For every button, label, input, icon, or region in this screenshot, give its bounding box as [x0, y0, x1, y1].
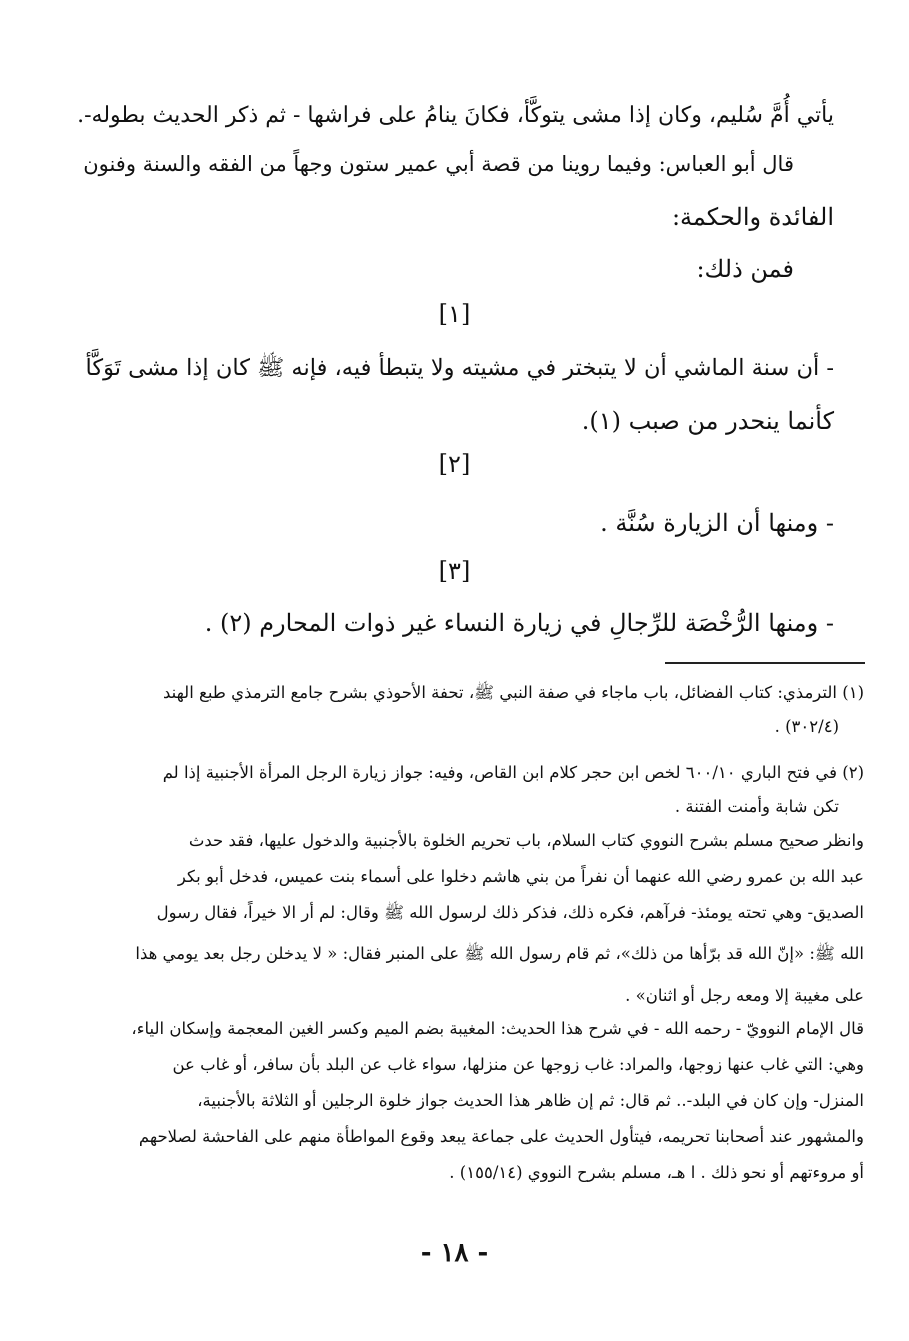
footnote-line: (١) الترمذي: كتاب الفضائل، باب ماجاء في صفة النبي ﷺ، تحفة الأحوذي بشرح جامع الترمذي طبع الهند — [162, 683, 864, 702]
footnote-line: وانظر صحيح مسلم بشرح النووي كتاب السلام، باب تحريم الخلوة بالأجنبية والدخول عليها، فقد حدث — [188, 831, 864, 850]
text-line: الفائدة والحكمة: — [671, 203, 834, 231]
footnote-line: على مغيبة إلا ومعه رجل أو اثنان» . — [625, 986, 864, 1005]
section-number: [٣] — [438, 557, 471, 585]
text-line: - ومنها الرُّخْصَة للرِّجالِ في زيارة النساء غير ذوات المحارم (٢) . — [204, 609, 834, 637]
text-line: فمن ذلك: — [696, 255, 794, 283]
text-line: - ومنها أن الزيارة سُنَّة . — [600, 509, 834, 537]
footnote-separator — [665, 662, 865, 664]
footnote-line: قال الإمام النوويّ - رحمه الله - في شرح هذا الحديث: المغيبة بضم الميم وكسر الغين المعجمة وإسكان الياء، — [131, 1019, 864, 1038]
footnote-line: الصديق- وهي تحته يومئذ- فرآهم، فكره ذلك، فذكر ذلك لرسول الله ﷺ وقال: لم أر الا خيراً، فقال رسول — [156, 903, 864, 922]
section-number: [١] — [438, 300, 471, 328]
text-line: قال أبو العباس: وفيما روينا من قصة أبي عمير ستون وجهاً من الفقه والسنة وفنون — [83, 152, 794, 176]
footnote-line: (٣٠٢/٤) . — [774, 717, 839, 736]
page-number: - ١٨ - — [420, 1238, 489, 1268]
text-line: كأنما ينحدر من صبب (١). — [581, 407, 834, 435]
text-line: يأتي أُمَّ سُليم، وكان إذا مشى يتوكَّأ، فكانَ ينامُ على فراشها - ثم ذكر الحديث بطوله-. — [77, 103, 834, 128]
footnote-line: عبد الله بن عمرو رضي الله عنهما أن نفراً من بني هاشم دخلوا على أسماء بنت عميس، فدخل أبو بكر — [177, 867, 864, 886]
footnote-line: المنزل- وإن كان في البلد-.. ثم قال: ثم إن ظاهر هذا الحديث جواز خلوة الرجلين أو الثلاثة بالأجنبية، — [197, 1091, 864, 1110]
text-line: - أن سنة الماشي أن لا يتبختر في مشيته ولا يتبطأ فيه، فإنه ﷺ كان إذا مشى تَوَكَّأ — [85, 355, 834, 381]
footnote-line: (٢) في فتح الباري ٦٠٠/١٠ لخص ابن حجر كلام ابن القاص، وفيه: جواز زيارة الرجل المرأة الأجنبية إذا لم — [162, 763, 864, 782]
footnote-line: أو مروءتهم أو نحو ذلك . ا هـ، مسلم بشرح النووي (١٥٥/١٤) . — [449, 1163, 864, 1182]
footnote-line: والمشهور عند أصحابنا تحريمه، فيتأول الحديث على جماعة يبعد وقوع المواطأة منهم على الفاحشة لصلاحهم — [138, 1127, 864, 1146]
footnote-line: الله ﷺ: «إنّ الله قد برّأها من ذلك»، ثم قام رسول الله ﷺ على المنبر فقال: « لا يدخلن رجل بعد يومي هذا — [135, 944, 864, 963]
section-number: [٢] — [438, 450, 471, 478]
footnote-line: وهي: التي غاب عنها زوجها، والمراد: غاب زوجها عن منزلها، سواء غاب عن البلد بأن سافر، أو غاب عن — [172, 1055, 864, 1074]
footnote-line: تكن شابة وأمنت الفتنة . — [674, 797, 839, 816]
